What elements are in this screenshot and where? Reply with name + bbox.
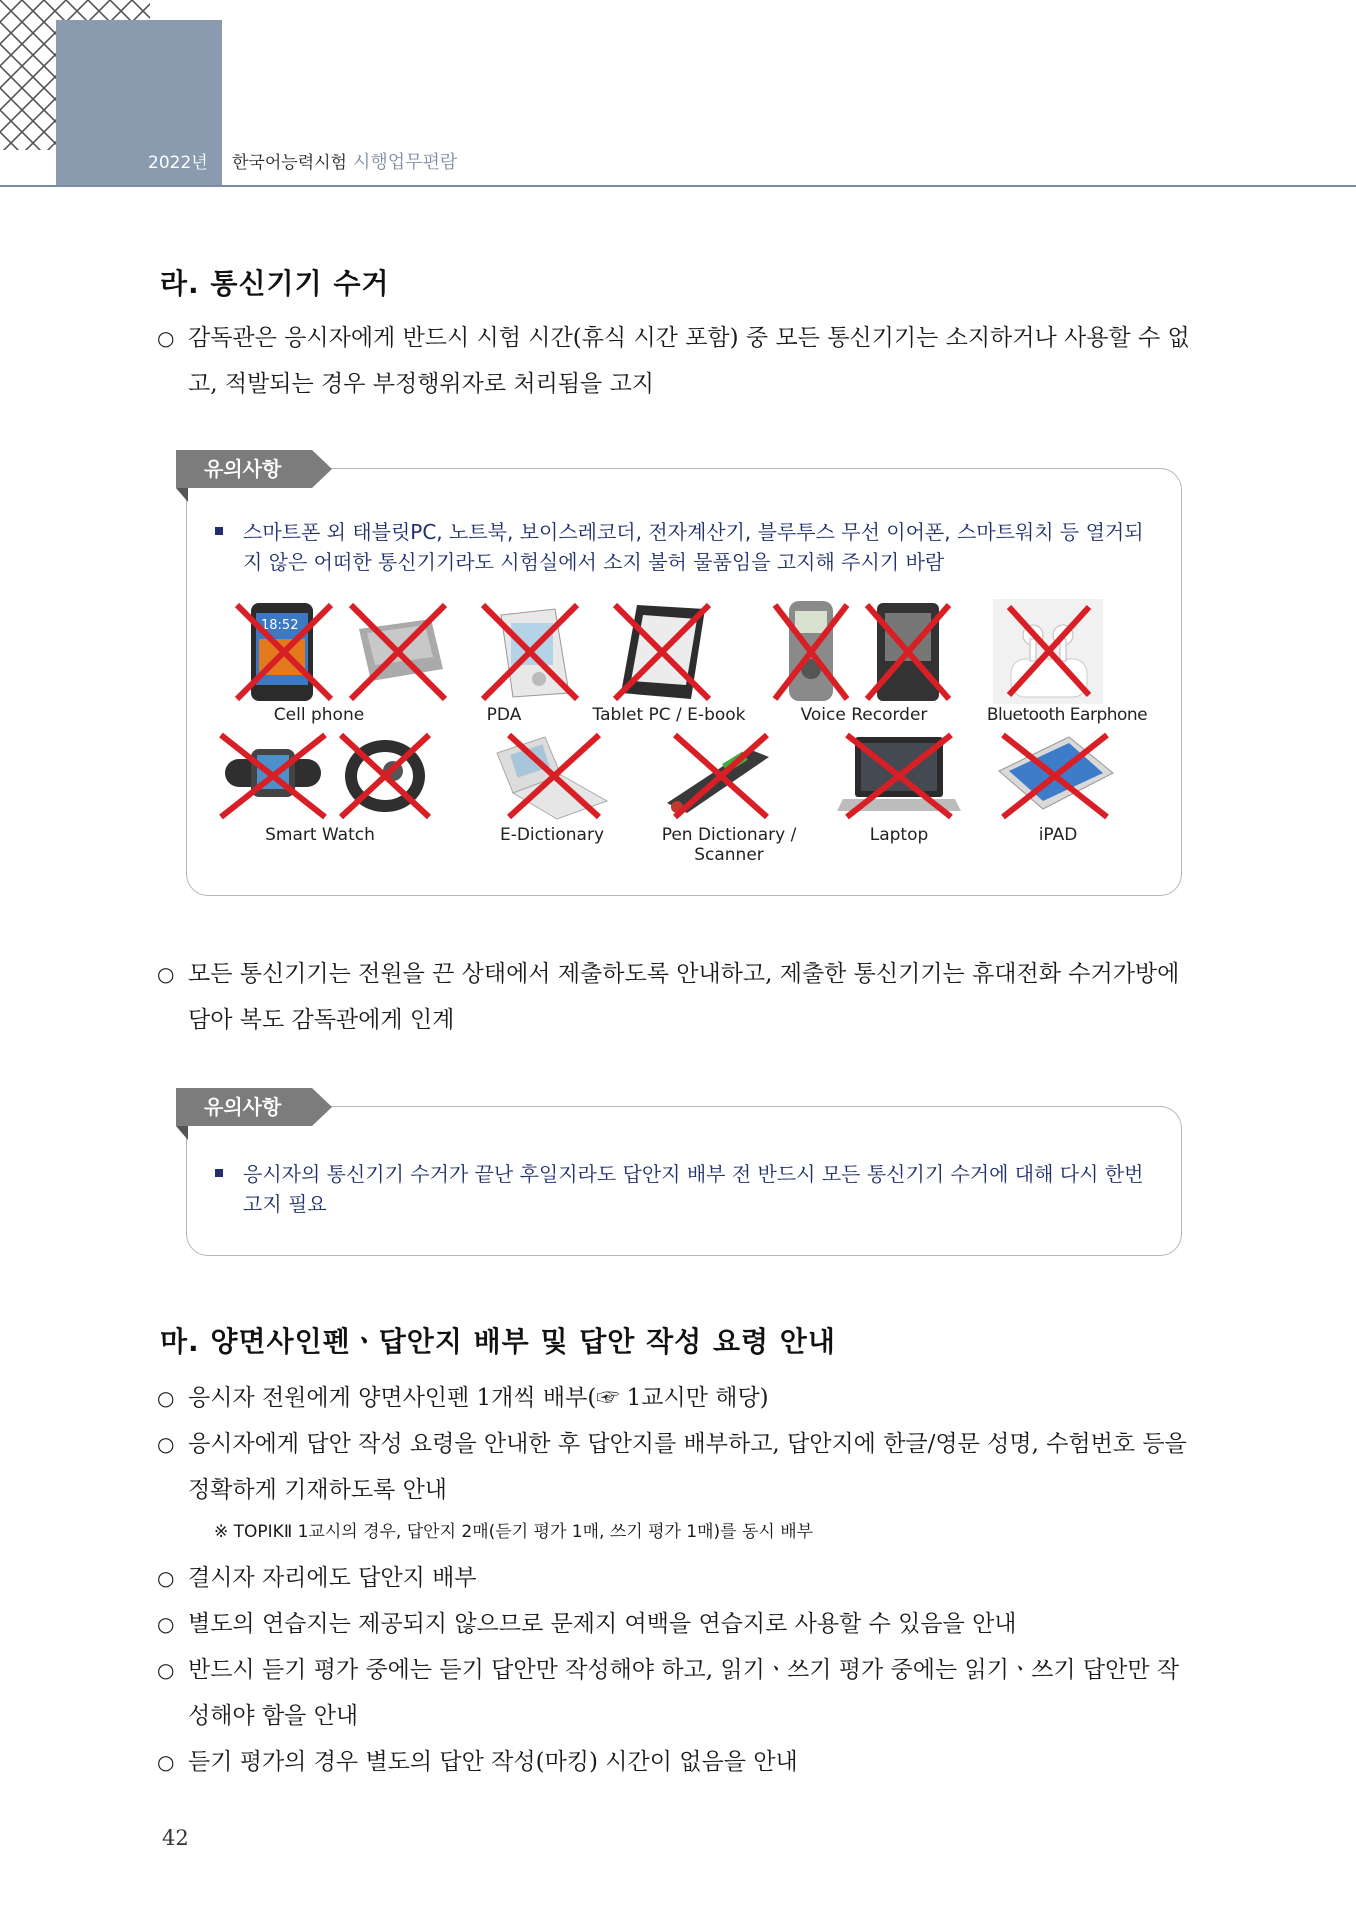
bullet: ○ <box>157 326 175 350</box>
header-rule <box>0 185 1356 187</box>
bullet: ○ <box>157 962 175 986</box>
bullet: ○ <box>157 1658 175 1682</box>
notice-2-text <box>243 1159 1161 1219</box>
notice-box-1 <box>186 468 1182 896</box>
voice-recorder-icon <box>771 599 851 704</box>
device-label-smart-watch: Smart Watch <box>265 825 375 845</box>
bluetooth-earphone-icon <box>993 599 1103 704</box>
cassette-recorder-icon <box>863 599 953 704</box>
header-title <box>232 148 457 174</box>
device-label-pda: PDA <box>486 705 522 725</box>
section-ma-item-4 <box>157 1601 1198 1647</box>
notice-1-text <box>243 517 1161 577</box>
bullet: ○ <box>157 1566 175 1590</box>
section-ra-item-1 <box>157 315 1198 407</box>
section-ma-item-text: 응시자 전원에게 양면사인펜 1개씩 배부(☞ 1교시만 해당) <box>188 1385 769 1411</box>
notice-tab-1: 유의사항 <box>176 450 312 488</box>
section-ma-item-text: 응시자에게 답안 작성 요령을 안내한 후 답안지를 배부하고, 답안지에 한글/영문 성명, 수험번호 등을 정확하게 기재하도록 안내 <box>188 1431 1187 1503</box>
ebook-icon <box>609 599 714 704</box>
device-label-cell-phone: Cell phone <box>273 705 365 725</box>
header-year: 2022년 <box>148 153 208 173</box>
section-ma-note: ※ TOPIKⅡ 1교시의 경우, 답안지 2매(듣기 평가 1매, 쓰기 평가 1매)를 동시 배부 <box>214 1522 814 1542</box>
section-title-ra: 라. 통신기기 수거 <box>160 267 390 300</box>
bullet: ○ <box>157 1432 175 1456</box>
notice-box-2 <box>186 1106 1182 1256</box>
cell-phone-icon <box>231 599 336 704</box>
section-ma-item-2 <box>157 1421 1198 1513</box>
section-ma-item-text: 듣기 평가의 경우 별도의 답안 작성(마킹) 시간이 없음을 안내 <box>188 1749 798 1775</box>
pda-icon <box>477 599 582 704</box>
section-ma-item-3 <box>157 1555 1198 1601</box>
device-label-laptop: Laptop <box>869 825 929 845</box>
device-label-pen-dictionary: Pen Dictionary / Scanner <box>661 825 797 865</box>
notice-1-body: 스마트폰 외 태블릿PC, 노트북, 보이스레코더, 전자계산기, 블루투스 무선 이어폰, 스마트워치 등 열거되지 않은 어떠한 통신기기라도 시험실에서 소지 불허 물품임을 고지해 주시기 바람 <box>243 520 1144 574</box>
svg-text:18:52: 18:52 <box>261 618 299 633</box>
square-bullet-icon <box>215 527 223 535</box>
smart-band-icon <box>337 731 433 821</box>
notice-tab-fold <box>176 1126 188 1140</box>
notice-tab-2: 유의사항 <box>176 1088 312 1126</box>
section-ra-item-text: 감독관은 응시자에게 반드시 시험 시간(휴식 시간 포함) 중 모든 통신기기는 소지하거나 사용할 수 없고, 적발되는 경우 부정행위자로 처리됨을 고지 <box>188 325 1190 397</box>
device-label-voice-recorder: Voice Recorder <box>800 705 928 725</box>
bullet: ○ <box>157 1750 175 1774</box>
device-label-bluetooth: Bluetooth Earphone <box>986 705 1148 725</box>
page-number: 42 <box>162 1826 189 1850</box>
header-subtitle: 시행업무편람 <box>352 152 458 173</box>
smart-watch-icon <box>217 731 329 821</box>
section-ma-item-text: 결시자 자리에도 답안지 배부 <box>188 1565 477 1591</box>
slide-phone-icon <box>345 599 450 704</box>
header-exam: 한국어능력시험 <box>232 153 347 173</box>
section-ma-item-1 <box>157 1375 1198 1421</box>
section-ma-item-6 <box>157 1739 1198 1785</box>
e-dictionary-icon <box>487 731 611 821</box>
pen-scanner-icon <box>657 731 781 821</box>
laptop-icon <box>837 731 961 821</box>
device-label-ipad: iPAD <box>1038 825 1078 845</box>
notice-2-body: 응시자의 통신기기 수거가 끝난 후일지라도 답안지 배부 전 반드시 모든 통신기기 수거에 대해 다시 한번 고지 필요 <box>243 1162 1144 1216</box>
section-title-ma: 마. 양면사인펜ㆍ답안지 배부 및 답안 작성 요령 안내 <box>160 1325 836 1358</box>
device-label-tablet: Tablet PC / E-book <box>592 705 746 725</box>
bullet: ○ <box>157 1386 175 1410</box>
ipad-icon <box>993 731 1117 821</box>
device-label-e-dictionary: E-Dictionary <box>499 825 605 845</box>
square-bullet-icon <box>215 1169 223 1177</box>
section-ma-item-5 <box>157 1647 1198 1739</box>
notice-tab-fold <box>176 488 188 502</box>
section-ra-item-2 <box>157 951 1198 1043</box>
section-ma-item-text: 반드시 듣기 평가 중에는 듣기 답안만 작성해야 하고, 읽기ㆍ쓰기 평가 중에는 읽기ㆍ쓰기 답안만 작성해야 함을 안내 <box>188 1657 1180 1729</box>
section-ra-item-text: 모든 통신기기는 전원을 끈 상태에서 제출하도록 안내하고, 제출한 통신기기는 휴대전화 수거가방에 담아 복도 감독관에게 인계 <box>188 961 1180 1033</box>
bullet: ○ <box>157 1612 175 1636</box>
section-ma-item-text: 별도의 연습지는 제공되지 않으므로 문제지 여백을 연습지로 사용할 수 있음을 안내 <box>188 1611 1017 1637</box>
